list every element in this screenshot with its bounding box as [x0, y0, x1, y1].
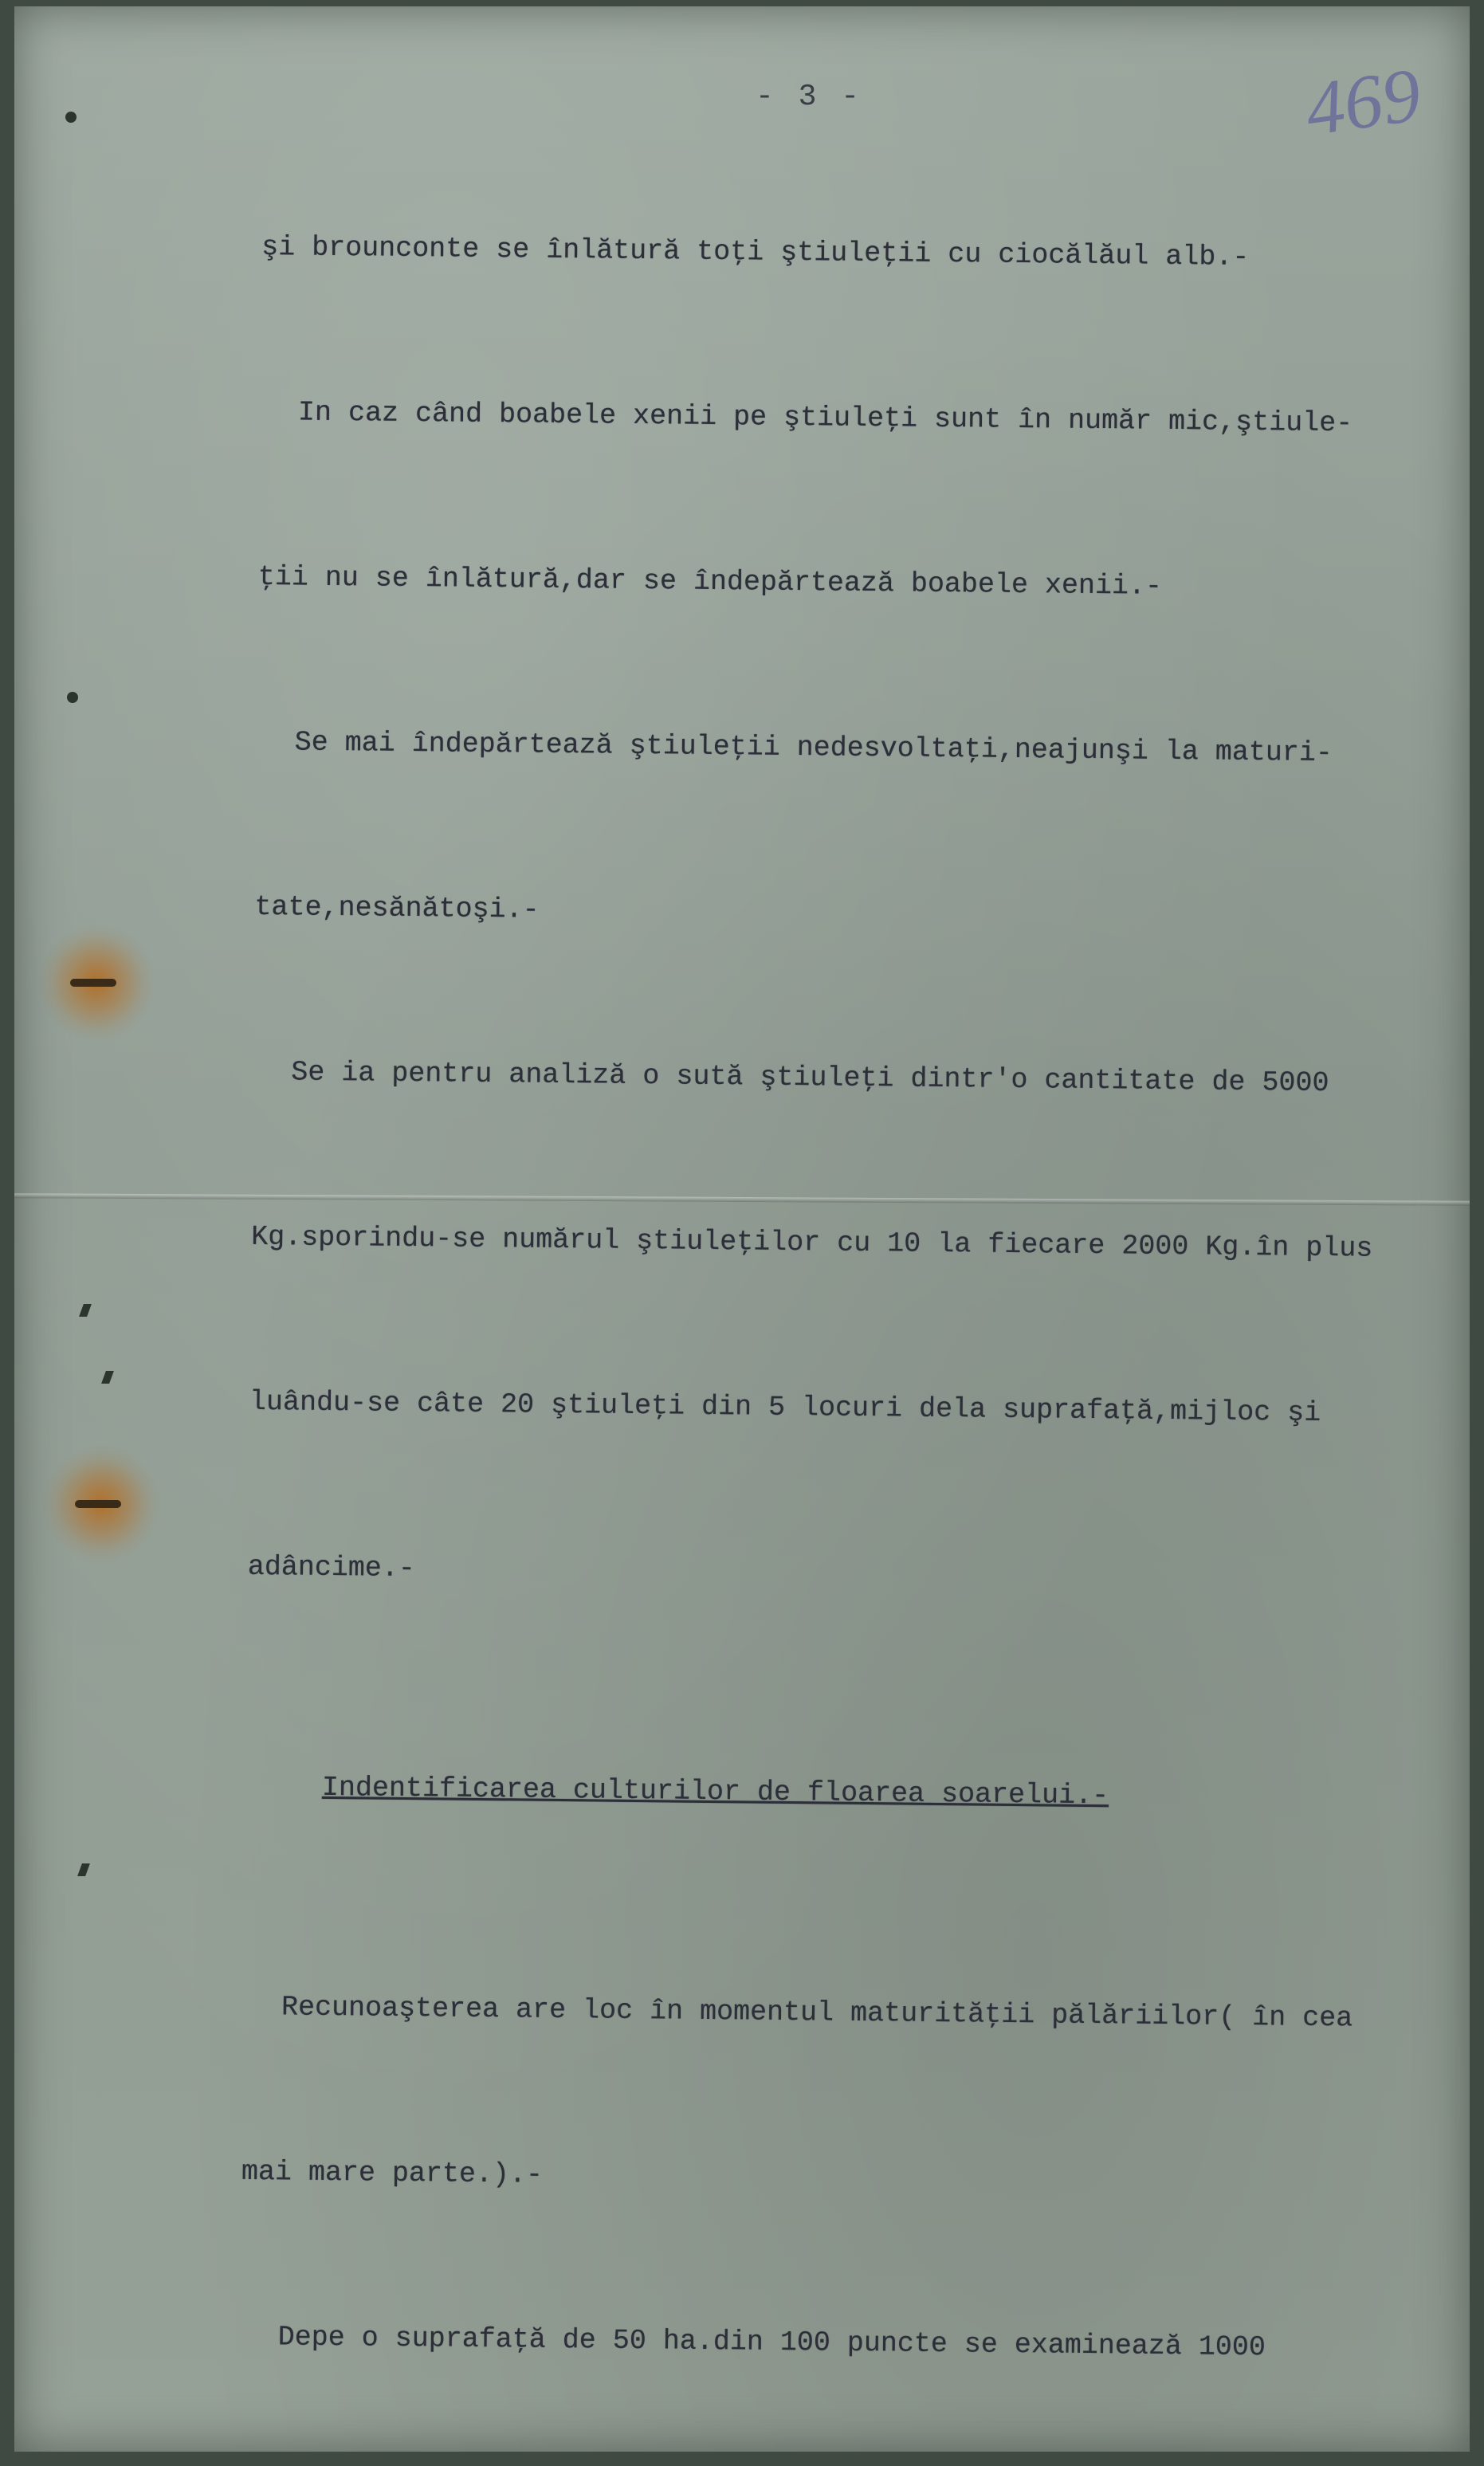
text-line: Depe o suprafaţă de 50 ha.din 100 puncte se examinează 1000 — [277, 2321, 1266, 2364]
staple-icon — [75, 1500, 121, 1508]
section-heading: Indentificarea culturilor de floarea soarelui.- — [321, 1771, 1109, 1812]
text-line: Recunoaşterea are loc în momentul maturităţii pălăriilor( în cea — [281, 1991, 1353, 2035]
staple-icon — [70, 979, 116, 987]
text-line: ţii nu se înlătură,dar se îndepărtează boabele xenii.- — [257, 560, 1163, 603]
text-line: Se mai îndepărtează ştiuleţii nedesvoltaţi,neajunşi la maturi- — [294, 726, 1333, 770]
rust-stain — [41, 1444, 161, 1564]
binding-mark — [101, 1371, 114, 1384]
binding-mark — [79, 1304, 92, 1317]
binding-mark — [77, 1863, 90, 1876]
text-line: tate,nesănătoşi.- — [254, 890, 540, 926]
text-line: Se ia pentru analiză o sută ştiuleţi dintr'o cantitate de 5000 — [291, 1056, 1329, 1100]
binding-hole — [67, 692, 78, 703]
typed-text-body — [177, 110, 1470, 2452]
text-line: In caz când boabele xenii pe ştiuleţi sunt în număr mic,ştiule- — [297, 396, 1353, 440]
text-line: Kg.sporindu-se numărul ştiuleţilor cu 10 la fiecare 2000 Kg.în plus — [250, 1220, 1373, 1265]
page-number: - 3 - — [756, 80, 863, 114]
document-sheet — [14, 6, 1470, 2452]
binding-hole — [65, 112, 77, 123]
text-line: luându-se câte 20 ştiuleţi din 5 locuri dela suprafaţă,mijloc şi — [249, 1385, 1321, 1429]
rust-stain — [37, 923, 156, 1043]
text-line: adâncime.- — [247, 1550, 416, 1585]
margin-pencil-mark: 469 — [1300, 51, 1427, 152]
text-line: şi brounconte se înlătură toţi ştiuleţii cu ciocălăul alb.- — [261, 230, 1250, 273]
text-line: mai mare parte.).- — [241, 2155, 544, 2191]
